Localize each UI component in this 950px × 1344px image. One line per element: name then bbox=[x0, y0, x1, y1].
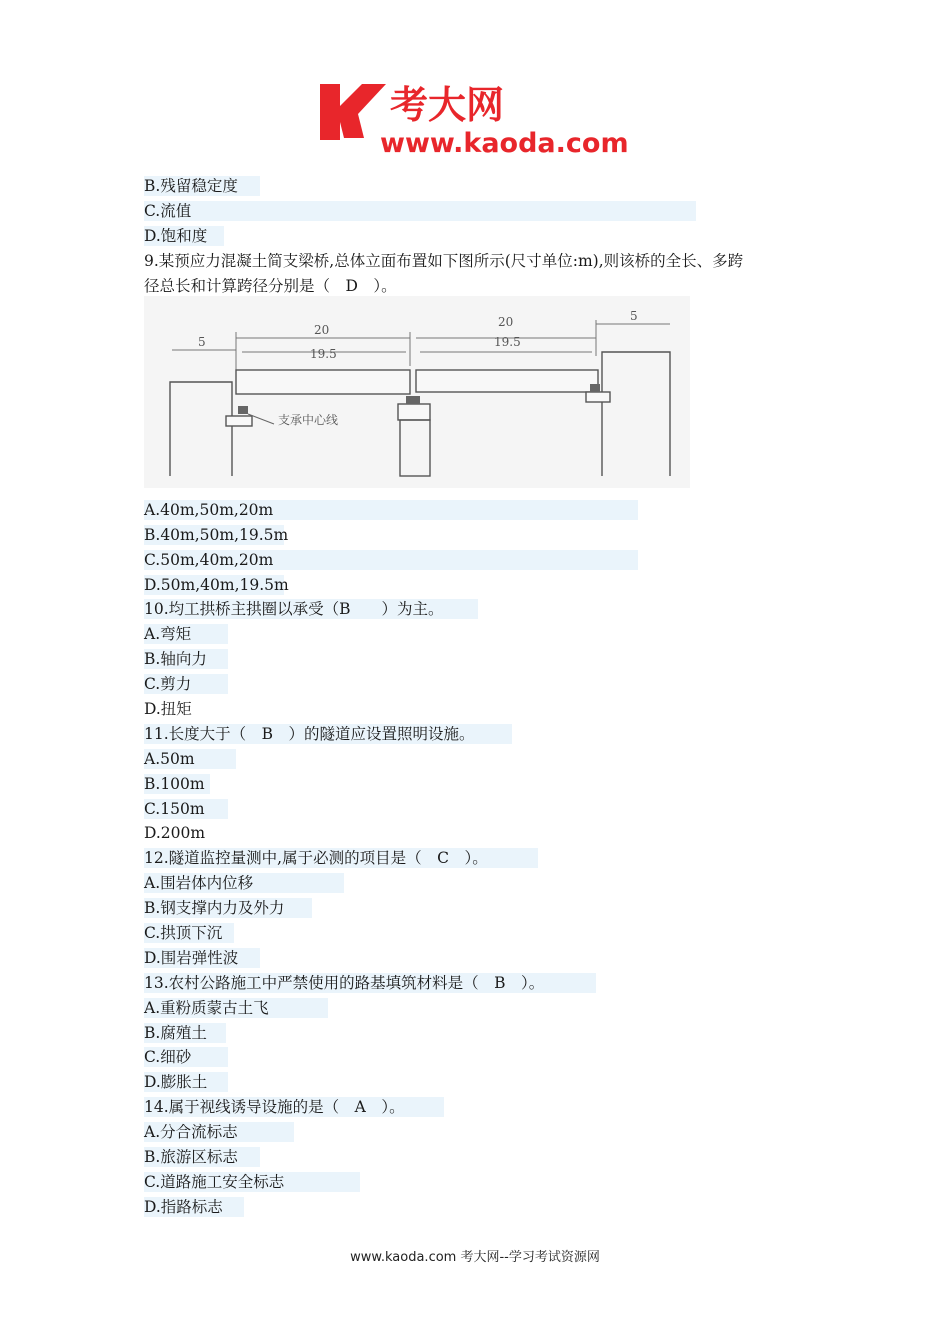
option-c13: C.细砂 bbox=[144, 1045, 191, 1069]
option-a13: A.重粉质蒙古土飞 bbox=[144, 996, 269, 1020]
option-b14: B.旅游区标志 bbox=[144, 1145, 238, 1169]
question-9-line2: 径总长和计算跨径分别是（ D ）。 bbox=[144, 277, 397, 295]
option-d11: D.200m bbox=[144, 824, 206, 842]
option-b12: B.钢支撑内力及外力 bbox=[144, 896, 284, 920]
question-9-line1: 9.某预应力混凝土简支梁桥,总体立面布置如下图所示(尺寸单位:m),则该桥的全长、多跨 bbox=[144, 252, 744, 270]
logo-url: www.kaoda.com bbox=[380, 128, 629, 158]
option-c8: C.流值 bbox=[144, 199, 191, 223]
option-b10: B.轴向力 bbox=[144, 647, 207, 671]
dim-span2-calc: 19.5 bbox=[494, 335, 521, 349]
option-a12: A.围岩体内位移 bbox=[144, 871, 253, 895]
page-footer: www.kaoda.com 考大网--学习考试资源网 bbox=[350, 1250, 600, 1265]
option-a9: A.40m,50m,20m bbox=[144, 498, 273, 522]
option-d13: D.膨胀土 bbox=[144, 1070, 207, 1094]
option-c10: C.剪力 bbox=[144, 672, 191, 696]
logo-k-glyph bbox=[320, 84, 386, 140]
bridge-elevation-figure bbox=[144, 296, 690, 488]
kaoda-logo bbox=[318, 78, 648, 158]
option-b13: B.腐殖土 bbox=[144, 1021, 207, 1045]
question-14: 14.属于视线诱导设施的是（ A ）。 bbox=[144, 1095, 405, 1119]
question-12: 12.隧道监控量测中,属于必测的项目是（ C ）。 bbox=[144, 846, 488, 870]
option-b11: B.100m bbox=[144, 772, 205, 796]
option-c14: C.道路施工安全标志 bbox=[144, 1170, 284, 1194]
option-d8: D.饱和度 bbox=[144, 224, 207, 248]
option-d10: D.扭矩 bbox=[144, 700, 192, 718]
option-c12: C.拱顶下沉 bbox=[144, 921, 222, 945]
dim-left: 5 bbox=[198, 335, 206, 349]
dim-span1-calc: 19.5 bbox=[310, 347, 337, 361]
option-a14: A.分合流标志 bbox=[144, 1120, 238, 1144]
option-b8: B.残留稳定度 bbox=[144, 174, 238, 198]
question-11: 11.长度大于（ B ）的隧道应设置照明设施。 bbox=[144, 722, 475, 746]
dim-right: 5 bbox=[630, 309, 638, 323]
option-d9: D.50m,40m,19.5m bbox=[144, 576, 289, 594]
option-d14: D.指路标志 bbox=[144, 1195, 223, 1219]
option-d12: D.围岩弹性波 bbox=[144, 946, 238, 970]
logo-chinese-name: 考大网 bbox=[390, 83, 505, 127]
dim-span2: 20 bbox=[498, 315, 514, 329]
question-13: 13.农村公路施工中严禁使用的路基填筑材料是（ B ）。 bbox=[144, 971, 544, 995]
option-b9: B.40m,50m,19.5m bbox=[144, 526, 289, 544]
question-10: 10.均工拱桥主拱圈以承受（B ）为主。 bbox=[144, 597, 444, 621]
option-a10: A.弯矩 bbox=[144, 622, 191, 646]
option-c9: C.50m,40m,20m bbox=[144, 548, 273, 572]
bearing-centerline-label: 支承中心线 bbox=[278, 413, 339, 427]
dim-span1: 20 bbox=[314, 323, 330, 337]
option-a11: A.50m bbox=[144, 747, 195, 771]
option-c11: C.150m bbox=[144, 797, 205, 821]
